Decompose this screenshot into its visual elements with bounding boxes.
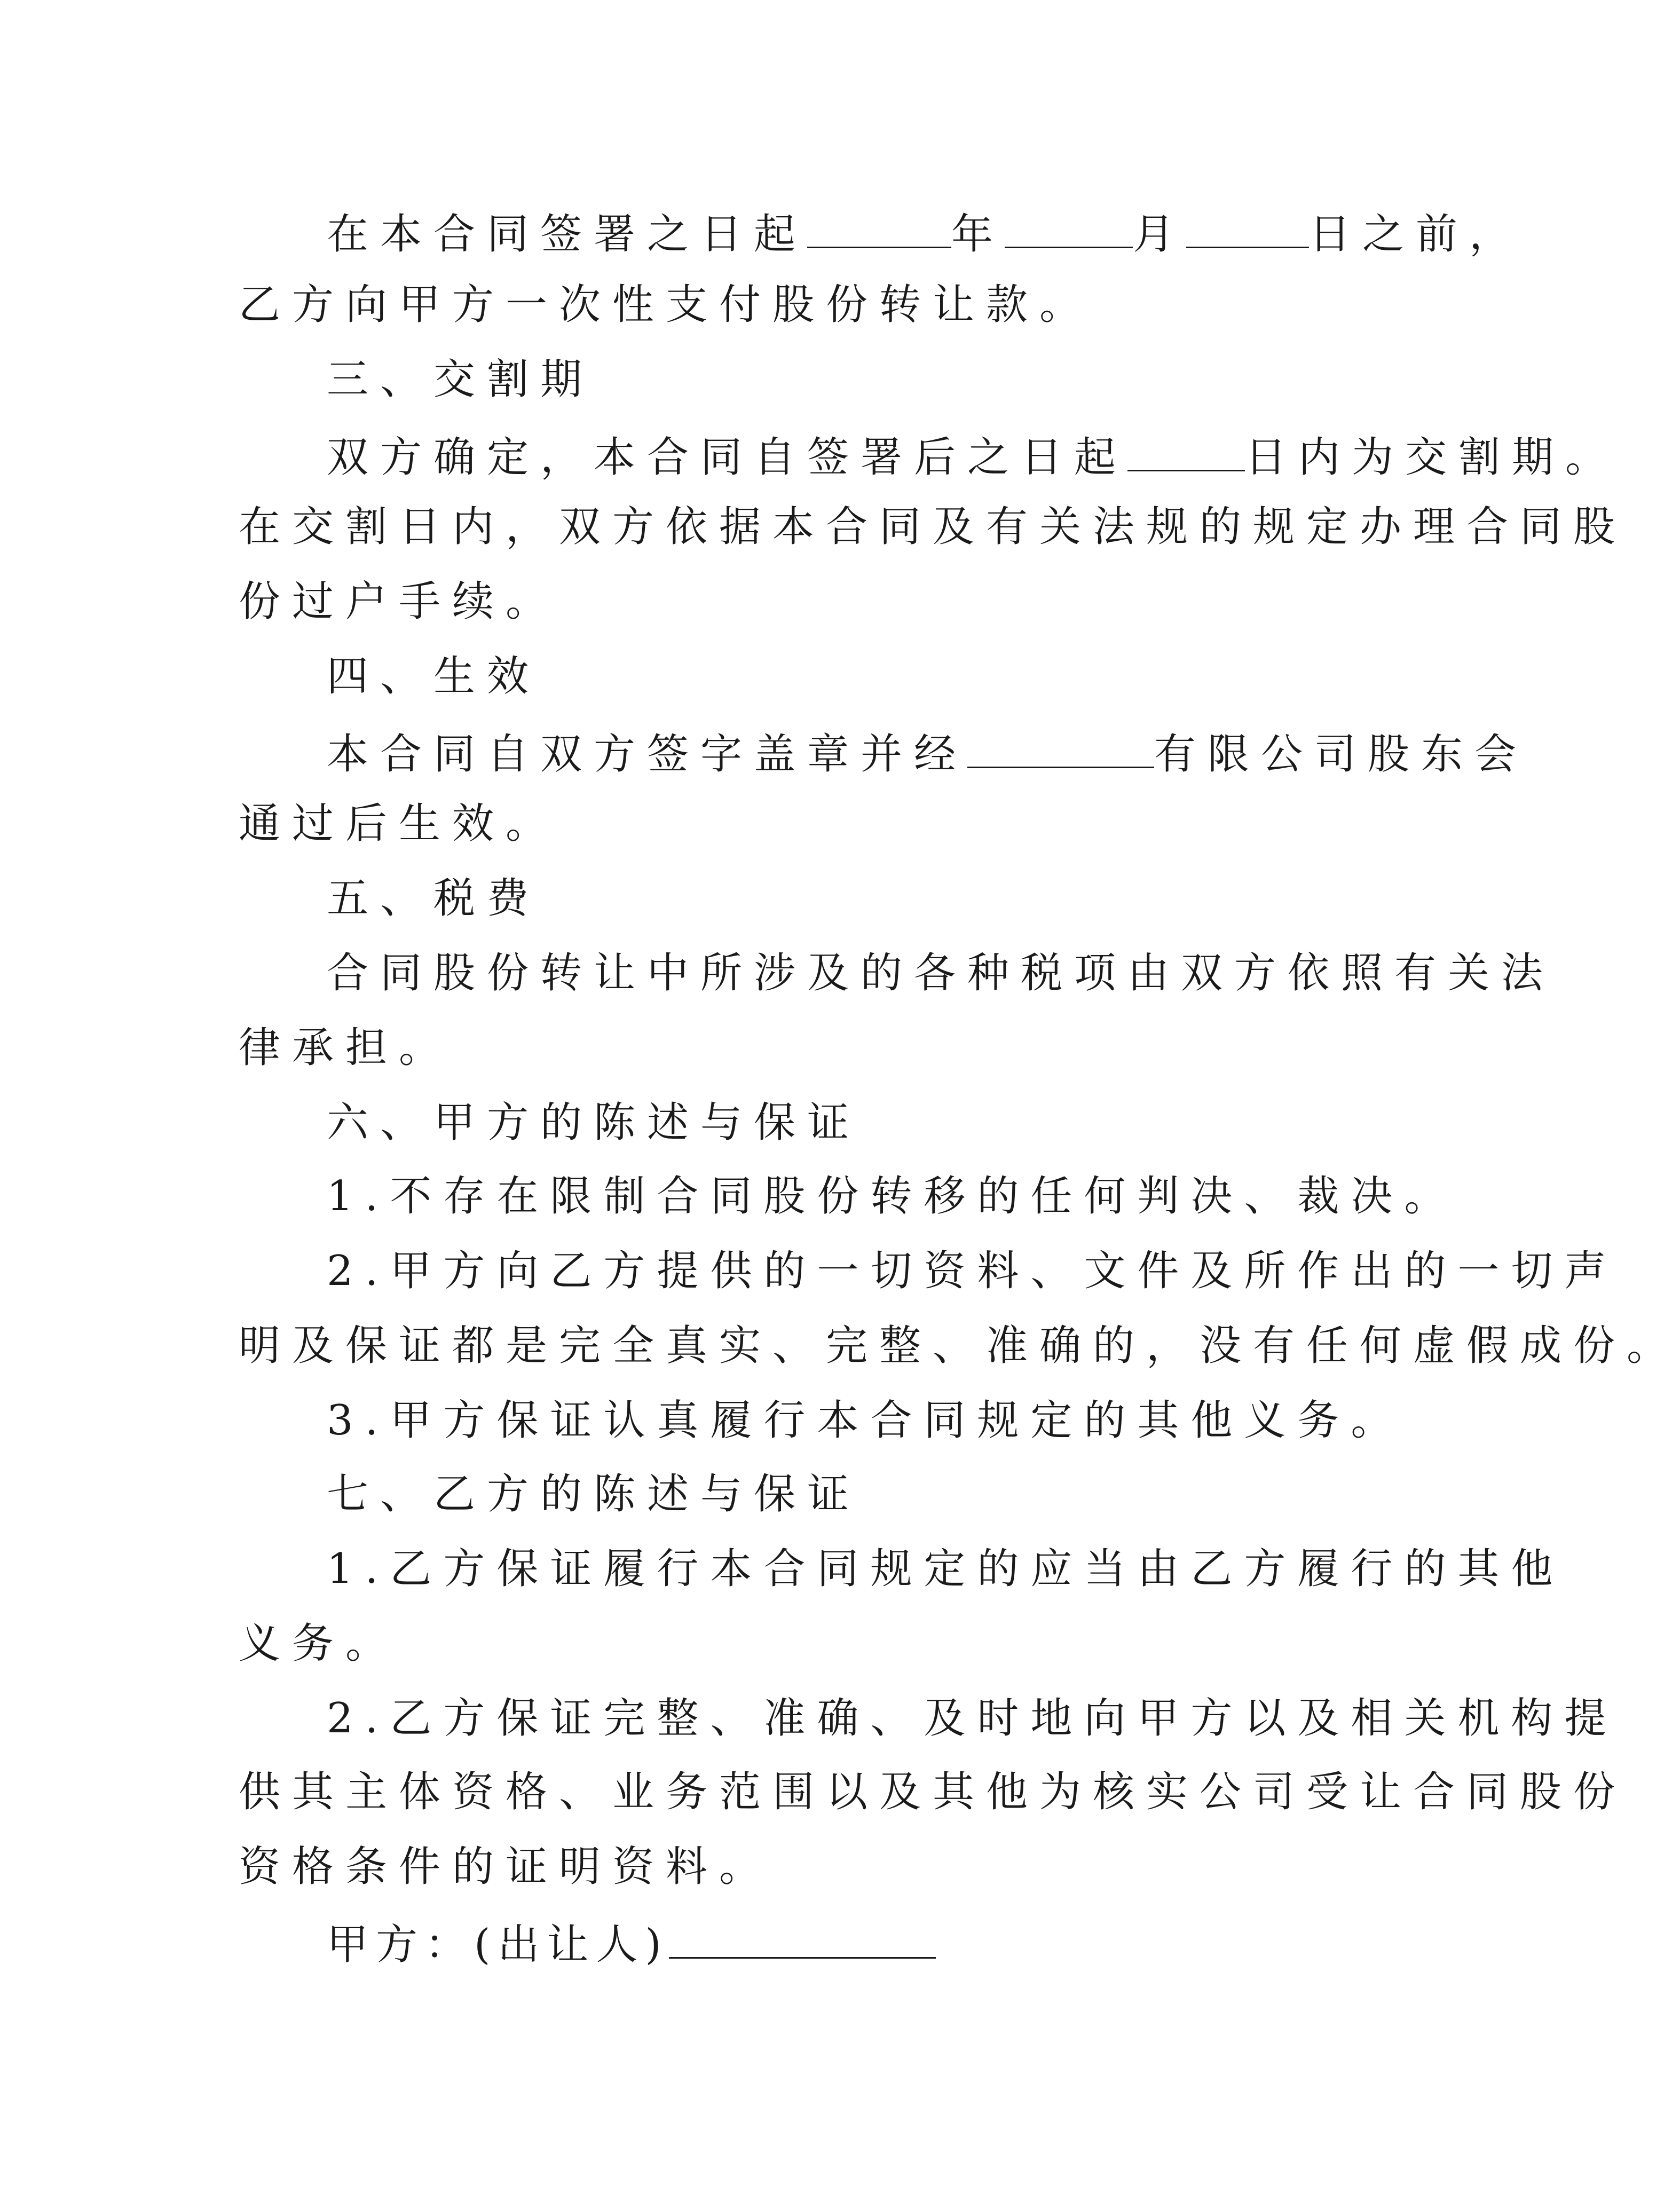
effectiveness-line-2: 通过后生效。 [239, 800, 559, 848]
effectiveness-prefix: 本合同自双方签字盖章并经 [327, 730, 968, 778]
closing-period-suffix: 日内为交割期。 [1245, 433, 1619, 482]
party-b-item-1-line-1: 1.乙方保证履行本合同规定的应当由乙方履行的其他 [327, 1545, 1565, 1593]
payment-deadline-prefix: 在本合同签署之日起 [327, 210, 808, 258]
signature-label: 甲方：(出让人) [327, 1921, 669, 1969]
party-b-item-1-line-2: 义务。 [239, 1620, 399, 1668]
day-blank [1186, 209, 1309, 248]
section-6-heading: 六、甲方的陈述与保证 [327, 1099, 861, 1147]
signature-line [327, 1920, 936, 1969]
tax-line-1: 合同股份转让中所涉及的各种税项由双方依照有关法 [327, 949, 1555, 997]
closing-period-line [327, 432, 1619, 482]
closing-period-prefix: 双方确定，本合同自签署后之日起 [327, 433, 1128, 482]
year-blank [807, 209, 951, 248]
company-name-blank [967, 729, 1154, 768]
payment-deadline-line [327, 209, 1523, 258]
party-b-item-2-line-2: 供其主体资格、业务范围以及其他为核实公司受让合同股份 [239, 1768, 1627, 1816]
closing-line-3: 份过户手续。 [239, 578, 559, 626]
closing-line-2: 在交割日内，双方依据本合同及有关法规的规定办理合同股 [239, 503, 1627, 551]
party-b-item-2-line-1: 2.乙方保证完整、准确、及时地向甲方以及相关机构提 [327, 1694, 1618, 1742]
effectiveness-suffix: 有限公司股东会 [1154, 730, 1528, 778]
year-label: 年 [951, 210, 1005, 258]
party-a-item-2-line-1: 2.甲方向乙方提供的一切资料、文件及所作出的一切声 [327, 1247, 1618, 1295]
section-5-heading: 五、税费 [327, 874, 541, 922]
day-suffix: 日之前， [1309, 210, 1523, 258]
party-a-item-1: 1.不存在限制合同股份转移的任何判决、裁决。 [327, 1172, 1458, 1220]
section-4-heading: 四、生效 [327, 652, 541, 700]
party-a-item-2-line-2: 明及保证都是完全真实、完整、准确的，没有任何虚假成份。 [239, 1322, 1680, 1370]
month-blank [1005, 209, 1133, 248]
payment-line-2: 乙方向甲方一次性支付股份转让款。 [239, 281, 1093, 329]
section-3-heading: 三、交割期 [327, 356, 594, 404]
month-label: 月 [1133, 210, 1187, 258]
section-7-heading: 七、乙方的陈述与保证 [327, 1470, 861, 1518]
party-a-item-3: 3.甲方保证认真履行本合同规定的其他义务。 [327, 1397, 1405, 1445]
signature-blank [669, 1920, 936, 1959]
party-b-item-2-line-3: 资格条件的证明资料。 [239, 1843, 773, 1891]
tax-line-2: 律承担。 [239, 1024, 453, 1072]
effectiveness-line [327, 729, 1528, 778]
closing-days-blank [1127, 432, 1245, 471]
